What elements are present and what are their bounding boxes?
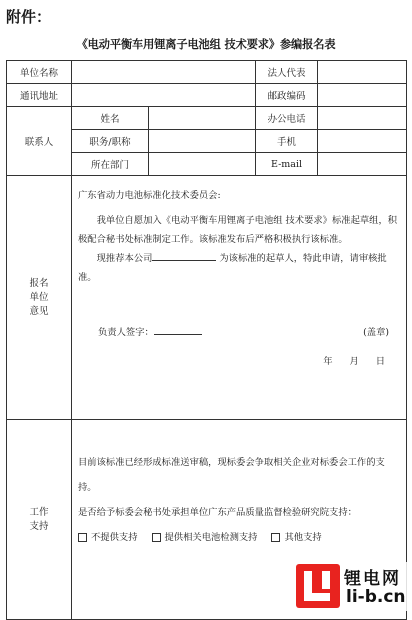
support-para1: 目前该标准已经形成标准送审稿，现标委会争取相关企业对标委会工作的支持。 — [78, 457, 385, 493]
signature-blank[interactable] — [154, 323, 202, 335]
recommend-blank[interactable] — [152, 249, 216, 261]
name-label: 姓名 — [72, 107, 149, 130]
watermark-cn: 锂电网 — [344, 569, 401, 589]
postcode-label: 邮政编码 — [256, 84, 318, 107]
signer-label: 负责人签字： — [98, 323, 202, 342]
mobile-field[interactable] — [318, 130, 407, 153]
attachment-label: 附件： — [6, 8, 52, 26]
signature-row — [78, 323, 399, 342]
li-logo-icon — [296, 564, 340, 608]
address-label: 通讯地址 — [7, 84, 72, 107]
checkbox[interactable] — [271, 533, 280, 542]
seal-label: (盖章) — [363, 327, 389, 338]
department-field[interactable] — [149, 153, 256, 176]
mobile-label: 手机 — [256, 130, 318, 153]
letter-para2: 现推荐本公司 为该标准的起草人，特此申请，请审核批准。 — [78, 249, 399, 287]
postcode-field[interactable] — [318, 84, 407, 107]
unit-name-label: 单位名称 — [7, 61, 72, 84]
form-title: 《电动平衡车用锂离子电池组 技术要求》参编报名表 — [76, 38, 336, 51]
row-unit-name — [7, 61, 407, 84]
watermark — [296, 562, 412, 611]
unit-name-field[interactable] — [72, 61, 256, 84]
email-label: E-mail — [256, 153, 318, 176]
position-label: 职务/职称 — [72, 130, 149, 153]
opinion-letter — [72, 176, 407, 420]
legal-rep-label: 法人代表 — [256, 61, 318, 84]
letter-para1: 我单位自愿加入《电动平衡车用锂离子电池组 技术要求》标准起草组，积极配合秘书处标准制定工作。该标准发布后严格积极执行该标准。 — [78, 215, 398, 245]
option-no-support[interactable]: 不提供支持 — [78, 525, 138, 550]
date-label: 年 月 日 — [323, 356, 385, 367]
contact-label: 联系人 — [7, 107, 72, 176]
support-options — [78, 525, 400, 550]
watermark-en: li-b.cn — [346, 587, 406, 607]
office-phone-label: 办公电话 — [256, 107, 318, 130]
row-contact-name — [7, 107, 407, 130]
support-label: 工作 支持 — [7, 420, 72, 620]
email-field[interactable] — [318, 153, 407, 176]
row-address — [7, 84, 407, 107]
letter-greeting: 广东省动力电池标准化技术委员会: — [78, 190, 221, 201]
position-field[interactable] — [149, 130, 256, 153]
registration-form — [6, 60, 407, 620]
legal-rep-field[interactable] — [318, 61, 407, 84]
checkbox[interactable] — [152, 533, 161, 542]
option-other-support[interactable]: 其他支持 — [271, 525, 321, 550]
office-phone-field[interactable] — [318, 107, 407, 130]
checkbox[interactable] — [78, 533, 87, 542]
name-field[interactable] — [149, 107, 256, 130]
row-opinion — [7, 176, 407, 420]
support-para2: 是否给予标委会秘书处承担单位广东产品质量监督检验研究院支持： — [78, 507, 357, 518]
option-testing-support[interactable]: 提供相关电池检测支持 — [152, 525, 258, 550]
department-label: 所在部门 — [72, 153, 149, 176]
address-field[interactable] — [72, 84, 256, 107]
opinion-label: 报名 单位 意见 — [7, 176, 72, 420]
